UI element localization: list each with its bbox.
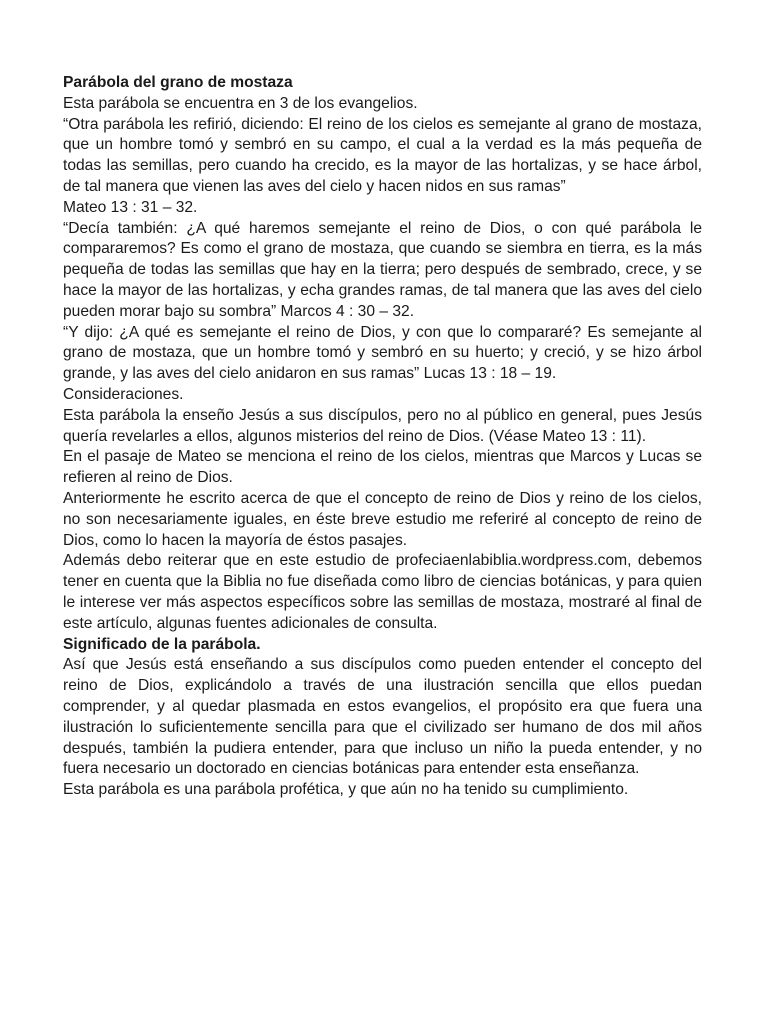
paragraph-3: Anteriormente he escrito acerca de que el concepto de reino de Dios y reino de los cielos, no son necesariamente iguales, en éste breve estudio me referiré al concepto de reino de Dios, como lo hacen la mayoría de éstos pasajes.	[63, 489, 702, 549]
quote-lucas: “Y dijo: ¿A qué es semejante el reino de Dios, y con que lo compararé? Es semejante al grano de mostaza, que un hombre tomó y sembró en su huerto; y creció, y se hizo árbol grande, y las aves del cielo anidaron en sus ramas” Lucas 13 : 18 – 19.	[63, 323, 702, 383]
paragraph-6: Esta parábola es una parábola profética, y que aún no ha tenido su cumplimiento.	[63, 781, 629, 799]
paragraph-4: Además debo reiterar que en este estudio de profeciaenlabiblia.wordpress.com, debemos tener en cuenta que la Biblia no fue diseñada como libro de ciencias botánicas, y para quien le interese ver más aspectos específicos sobre las semillas de mostaza, mostraré al final de este artículo, algunas fuentes adicionales de consulta.	[63, 552, 702, 632]
intro-paragraph: Esta parábola se encuentra en 3 de los evangelios.	[63, 94, 418, 112]
paragraph-1: Esta parábola la enseño Jesús a sus discípulos, pero no al público en general, pues Jesús quería revelarles a ellos, algunos misterios del reino de Dios. (Véase Mateo 13 : 11).	[63, 406, 702, 445]
quote-mateo: “Otra parábola les refirió, diciendo: El reino de los cielos es semejante al grano de mostaza, que un hombre tomó y sembró en su campo, el cual a la verdad es la más pequeña de todas las semillas, pero cuando ha crecido, es la mayor de las hortalizas, y se hace árbol, de tal manera que vienen las aves del cielo y hacen nidos en sus ramas”	[63, 115, 702, 195]
document-body	[63, 73, 702, 801]
consideraciones-label: Consideraciones.	[63, 385, 184, 403]
title-heading: Parábola del grano de mostaza	[63, 74, 293, 91]
quote-marcos: “Decía también: ¿A qué haremos semejante el reino de Dios, o con qué parábola le compararemos? Es como el grano de mostaza, que cuando se siembra en tierra, es la más pequeña de todas las semillas que hay en la tierra; pero después de sembrado, crece, y se hace la mayor de las hortalizas, y echa grandes ramas, de tal manera que las aves del cielo pueden morar bajo su sombra” Marcos 4 : 30 – 32.	[63, 219, 702, 320]
section-heading-significado: Significado de la parábola.	[63, 635, 261, 653]
paragraph-5: Así que Jesús está enseñando a sus discípulos como pueden entender el concepto del reino de Dios, explicándolo a través de una ilustración sencilla que ellos puedan comprender, y al quedar plasmada en estos evangelios, el propósito era que fuera una ilustración lo suficientemente sencilla para que el civilizado ser humano de dos mil años después, también la pudiera entender, para que incluso un niño la pueda entender, y no fuera necesario un doctorado en ciencias botánicas para entender esta enseñanza.	[63, 656, 702, 778]
reference-mateo: Mateo 13 : 31 – 32.	[63, 198, 198, 216]
paragraph-2: En el pasaje de Mateo se menciona el reino de los cielos, mientras que Marcos y Lucas se refieren al reino de Dios.	[63, 448, 702, 487]
